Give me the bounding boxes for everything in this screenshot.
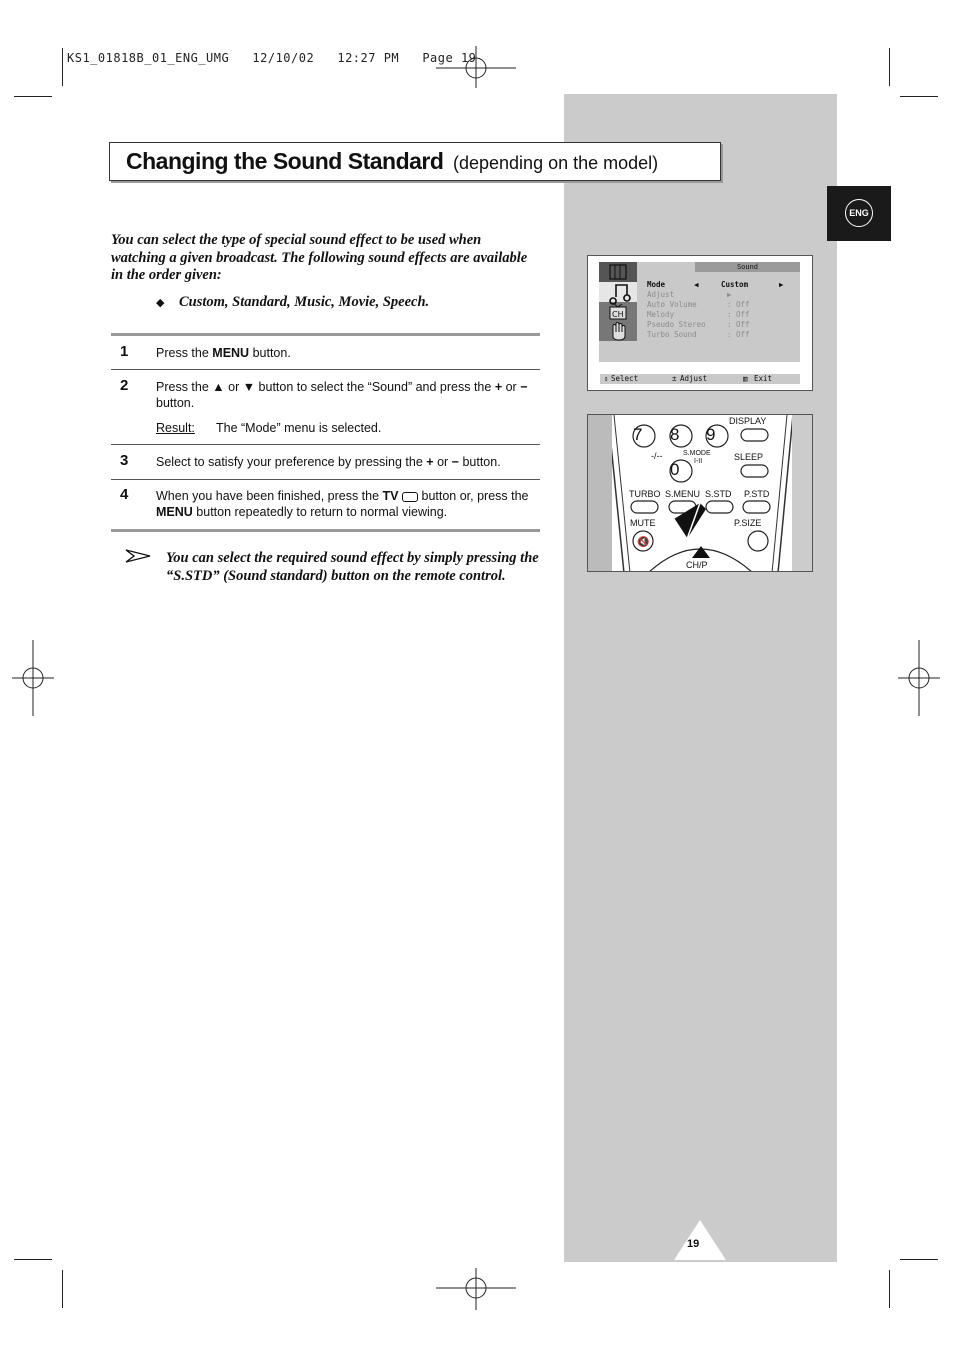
osd-row-adjust[interactable]: Adjust — [647, 290, 675, 299]
display-button — [741, 429, 768, 441]
remote-label-mute: MUTE — [630, 518, 656, 528]
step-number: 2 — [120, 377, 129, 394]
setup-hand-icon — [613, 323, 625, 341]
osd-title: Sound — [695, 262, 800, 272]
step-number: 3 — [120, 452, 129, 469]
step-divider — [111, 479, 540, 480]
p-std-button — [743, 501, 770, 513]
turbo-button — [631, 501, 658, 513]
step-number: 4 — [120, 486, 129, 503]
channel-icon — [610, 304, 626, 319]
osd-footer-adjust: Adjust — [680, 374, 708, 383]
remote-digit-9: 9 — [706, 425, 716, 444]
step-text: Select to satisfy your preference by pressing the + or − button. — [156, 455, 501, 469]
step-text: Press the MENU button. — [156, 346, 291, 360]
step-number: 1 — [120, 343, 129, 360]
osd-row-value: : Off — [727, 310, 750, 319]
osd-row-melody[interactable]: Melody — [647, 310, 675, 319]
osd-row-mode-value: Custom — [721, 280, 749, 289]
language-badge: ENG — [845, 199, 873, 227]
remote-label-dash: -/-- — [651, 451, 663, 461]
osd-row-value: : Off — [727, 300, 750, 309]
step-text: When you have been finished, press the TV button or, press the MENU button repeatedly to return to normal viewing. — [156, 489, 529, 519]
result-label: Result: — [156, 421, 195, 435]
osd-row-pseudo-stereo[interactable]: Pseudo Stereo — [647, 320, 706, 329]
remote-label-chp: CH/P — [686, 560, 708, 570]
bullet-diamond-icon: ◆ — [156, 297, 165, 309]
remote-digit-8: 8 — [670, 425, 680, 444]
remote-body — [588, 415, 813, 572]
note-arrow-icon — [124, 547, 152, 565]
osd-left-arrow-icon: ◀ — [694, 280, 699, 289]
remote-label-i-ii: I-II — [694, 458, 703, 465]
remote-label-sstd: S.STD — [705, 489, 732, 499]
remote-illustration — [587, 414, 813, 572]
table-top-rule — [111, 333, 540, 336]
p-size-button — [748, 531, 768, 551]
result-text: The “Mode” menu is selected. — [216, 421, 382, 435]
table-bottom-rule — [111, 529, 540, 532]
s-std-button — [706, 501, 733, 513]
registration-mark-top — [436, 46, 516, 88]
osd-right-arrow-icon: ▶ — [779, 280, 784, 289]
remote-label-smenu: S.MENU — [665, 489, 701, 499]
remote-label-psize: P.SIZE — [734, 518, 762, 528]
osd-footer-exit: Exit — [754, 374, 773, 383]
osd-row-value: : Off — [727, 330, 750, 339]
intro-paragraph: You can select the type of special sound effect to be used when watching a given broadcast. The following sound effects are available in the order given: — [111, 232, 528, 283]
remote-label-turbo: TURBO — [629, 489, 661, 499]
osd-row-auto-volume[interactable]: Auto Volume — [647, 300, 697, 309]
mute-speaker-icon: 🔇 — [637, 537, 650, 548]
step-text: Press the ▲ or ▼ button to select the “Sound” and press the + or − button. — [156, 380, 528, 410]
osd-adjust-arrow-icon: ▶ — [727, 290, 732, 299]
remote-label-sleep: SLEEP — [734, 452, 764, 462]
page-number: 19 — [687, 1238, 700, 1250]
svg-text:CH: CH — [612, 310, 624, 319]
print-header: KS1_01818B_01_ENG_UMG 12/10/02 12:27 PM Page 19 — [67, 51, 477, 65]
effects-list: Custom, Standard, Music, Movie, Speech. — [179, 294, 430, 310]
step-divider — [111, 369, 540, 370]
osd-footer-select: Select — [611, 374, 639, 383]
registration-mark-bottom — [436, 1268, 516, 1310]
registration-mark-left — [12, 640, 54, 716]
exit-menu-icon: ▥ — [743, 374, 748, 383]
select-updown-icon: ⇕ — [604, 374, 609, 383]
adjust-plusminus-icon: ± — [672, 374, 677, 383]
registration-mark-right — [898, 640, 940, 716]
sleep-button — [741, 465, 768, 477]
step-divider — [111, 444, 540, 445]
note-text: You can select the required sound effect by simply pressing the “S.STD” (Sound standard) button on the remote control. — [166, 550, 539, 584]
tv-button-icon — [402, 492, 418, 502]
osd-menu-icons — [599, 262, 637, 342]
page-title: Changing the Sound Standard — [126, 148, 444, 174]
osd-row-mode[interactable]: Mode — [647, 280, 666, 289]
page-number-triangle — [672, 1218, 728, 1262]
remote-digit-7: 7 — [633, 425, 643, 444]
osd-footer — [600, 374, 800, 384]
osd-row-value: : Off — [727, 320, 750, 329]
osd-row-turbo-sound[interactable]: Turbo Sound — [647, 330, 697, 339]
remote-label-pstd: P.STD — [744, 489, 770, 499]
remote-label-display: DISPLAY — [729, 416, 767, 426]
remote-digit-0: 0 — [670, 460, 680, 479]
page-subtitle: (depending on the model) — [453, 153, 659, 173]
remote-label-smode: S.MODE — [683, 450, 711, 457]
